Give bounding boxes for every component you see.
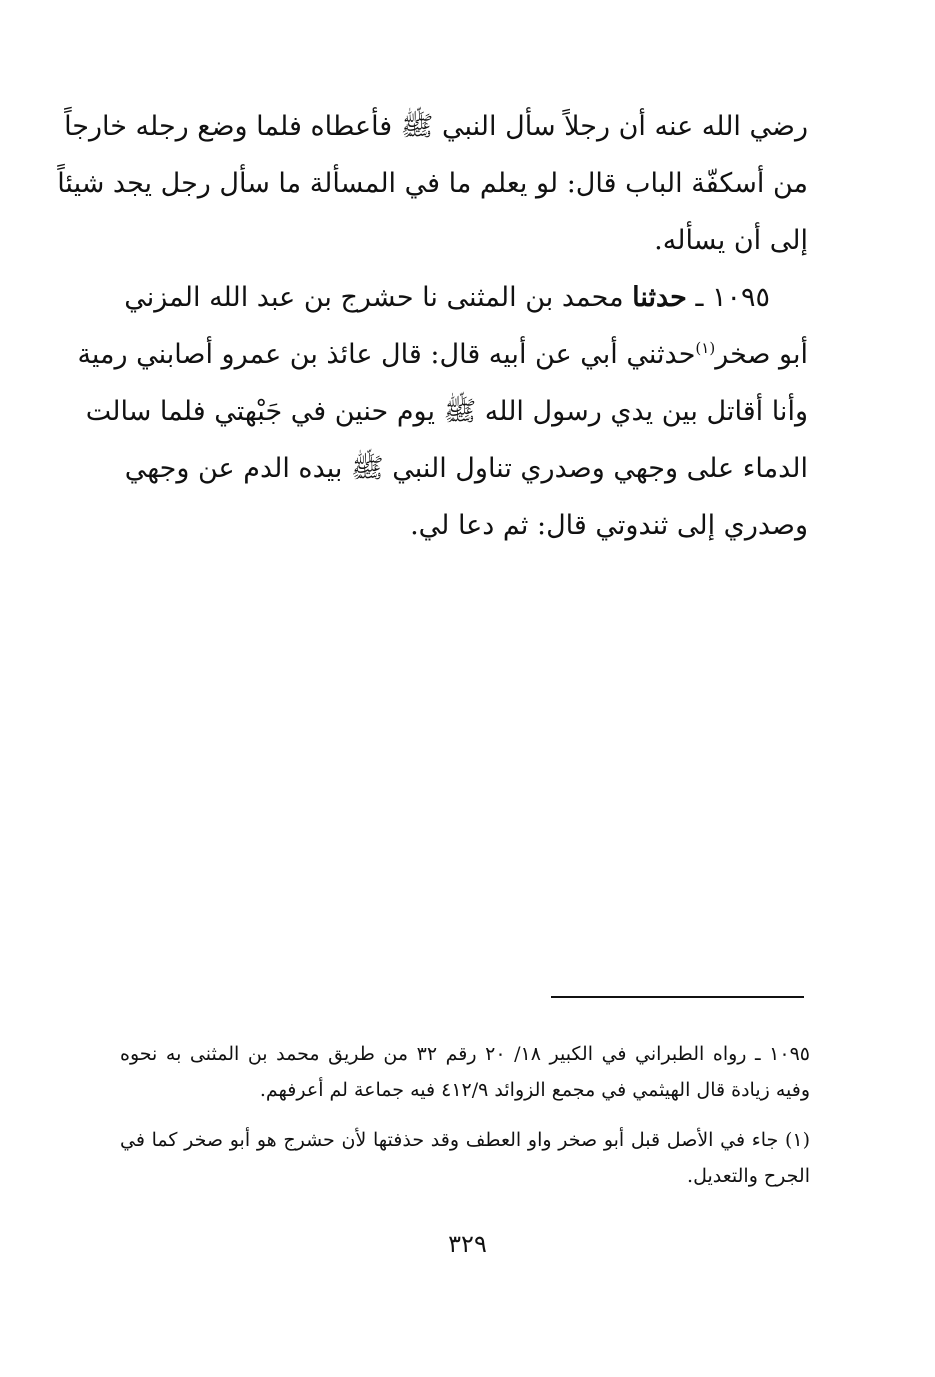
text-line xyxy=(125,269,808,326)
hadith-first-line-text: محمد بن المثنى نا حشرج بن عبد الله المزني xyxy=(124,282,624,313)
footnote-1 xyxy=(120,1122,810,1194)
text-line: إلى أن يسأله. xyxy=(654,225,808,256)
footnote-1095 xyxy=(120,1036,810,1108)
footnote-line: (١) جاء في الأصل قبل أبو صخر واو العطف وقد حذفتها لأن حشرج هو أبو صخر كما في xyxy=(120,1129,810,1151)
footnote-reference: (١) xyxy=(695,339,716,357)
text-line xyxy=(77,326,808,383)
text-line: رضي الله عنه أن رجلاً سأل النبي ﷺ فأعطاه فلما وضع رجله خارجاً xyxy=(64,111,808,142)
hadith-lead-word: حدثنا xyxy=(632,282,687,313)
footnote-separator xyxy=(551,996,804,998)
footnotes xyxy=(120,1036,810,1194)
text-line: من أسكفّة الباب قال: لو يعلم ما في المسألة ما سأل رجل يجد شيئاً xyxy=(57,168,808,199)
narrator-name: أبو صخر xyxy=(715,339,808,370)
paragraph-continuation xyxy=(57,98,808,269)
footnote-line: ١٠٩٥ ـ رواه الطبراني في الكبير ١٨/ ٢٠ رقم ٣٢ من طريق محمد بن المثنى به نحوه xyxy=(120,1043,810,1065)
page-number: ٣٢٩ xyxy=(448,1230,487,1258)
hadith-1095 xyxy=(77,269,808,554)
main-text xyxy=(57,98,808,554)
text-segment: حدثني أبي عن أبيه قال: قال عائذ بن عمرو أصابني رمية xyxy=(77,339,696,370)
text-line: الدماء على وجهي وصدري تناول النبي ﷺ بيده الدم عن وجهي xyxy=(124,453,808,484)
text-line: وصدري إلى ثندوتي قال: ثم دعا لي. xyxy=(410,510,808,541)
text-line: وأنا أقاتل بين يدي رسول الله ﷺ يوم حنين في جَبْهتي فلما سالت xyxy=(85,396,808,427)
hadith-number: ١٠٩٥ ـ xyxy=(695,282,770,313)
footnote-line: الجرح والتعديل. xyxy=(687,1165,810,1187)
footnote-line: وفيه زيادة قال الهيثمي في مجمع الزوائد ٤١٢/٩ فيه جماعة لم أعرفهم. xyxy=(259,1079,810,1101)
